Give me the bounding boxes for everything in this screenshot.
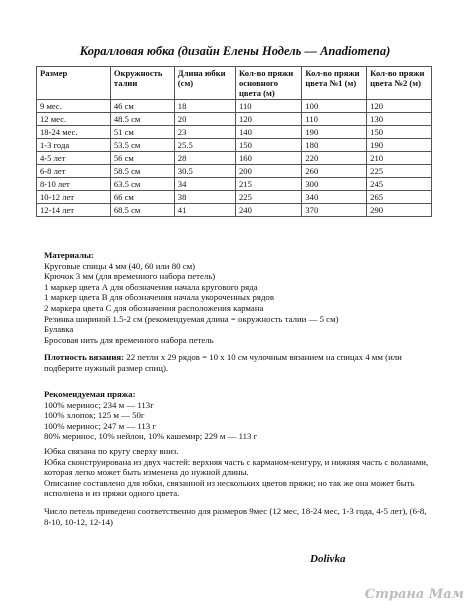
cell-color2-yarn: 245 <box>367 178 432 191</box>
cell-length: 25.5 <box>174 139 235 152</box>
cell-color2-yarn: 210 <box>367 152 432 165</box>
cell-color2-yarn: 290 <box>367 204 432 217</box>
cell-color1-yarn: 300 <box>302 178 367 191</box>
table-row <box>37 100 432 113</box>
cell-size: 4-5 лет <box>37 152 111 165</box>
gauge-paragraph <box>44 352 434 373</box>
cell-color1-yarn: 180 <box>302 139 367 152</box>
materials-line: Бросовая нить для временного набора петель <box>44 334 214 345</box>
cell-main-yarn: 160 <box>235 152 301 165</box>
cell-waist: 58.5 см <box>110 165 174 178</box>
gauge-section <box>44 352 434 373</box>
cell-length: 41 <box>174 204 235 217</box>
cell-color2-yarn: 130 <box>367 113 432 126</box>
cell-main-yarn: 150 <box>235 139 301 152</box>
cell-length: 30.5 <box>174 165 235 178</box>
gauge-text: 22 петли х 29 рядов = 10 х 10 см чулочным вязанием на спицах 4 мм (или подберите нужный размер спиц). <box>44 352 402 373</box>
cell-color2-yarn: 225 <box>367 165 432 178</box>
header-main-yarn: Кол-во пряжи основного цвета (м) <box>235 67 301 100</box>
materials-line: 2 маркера цвета С для обозначения расположения кармана <box>44 302 264 313</box>
cell-length: 38 <box>174 191 235 204</box>
cell-color2-yarn: 120 <box>367 100 432 113</box>
cell-color2-yarn: 265 <box>367 191 432 204</box>
cell-main-yarn: 120 <box>235 113 301 126</box>
materials-line: Булавка <box>44 324 74 335</box>
cell-length: 23 <box>174 126 235 139</box>
cell-main-yarn: 225 <box>235 191 301 204</box>
header-color2-yarn: Кол-во пряжи цвета №2 (м) <box>367 67 432 100</box>
cell-waist: 53.5 см <box>110 139 174 152</box>
yarn-line: 100% меринос; 247 м — 113 г <box>44 420 157 431</box>
table-row <box>37 204 432 217</box>
header-size: Размер <box>37 67 111 100</box>
yarn-line: 80% меринос, 10% нейлон, 10% кашемир; 229 м — 113 г <box>44 431 258 442</box>
cell-length: 34 <box>174 178 235 191</box>
size-table <box>36 66 432 217</box>
materials-line: Крючок 3 мм (для временного набора петель) <box>44 271 216 282</box>
cell-color1-yarn: 110 <box>302 113 367 126</box>
table-row <box>37 178 432 191</box>
cell-main-yarn: 215 <box>235 178 301 191</box>
description-section <box>44 446 434 499</box>
header-color1-yarn: Кол-во пряжи цвета №1 (м) <box>302 67 367 100</box>
table-row <box>37 139 432 152</box>
cell-size: 18-24 мес. <box>37 126 111 139</box>
cell-main-yarn: 110 <box>235 100 301 113</box>
cell-color1-yarn: 100 <box>302 100 367 113</box>
materials-line: 1 маркер цвета В для обозначения начала укороченных рядов <box>44 292 274 303</box>
cell-waist: 51 см <box>110 126 174 139</box>
table-row <box>37 113 432 126</box>
cell-color1-yarn: 370 <box>302 204 367 217</box>
document-title: Коралловая юбка (дизайн Елены Нодель — Anadiomena) <box>79 44 391 58</box>
cell-color2-yarn: 150 <box>367 126 432 139</box>
cell-color1-yarn: 190 <box>302 126 367 139</box>
table-row <box>37 152 432 165</box>
cell-length: 18 <box>174 100 235 113</box>
cell-waist: 66 см <box>110 191 174 204</box>
materials-section <box>44 250 434 345</box>
cell-size: 6-8 лет <box>37 165 111 178</box>
cell-length: 20 <box>174 113 235 126</box>
header-length: Длина юбки (см) <box>174 67 235 100</box>
yarn-line: 100% хлопок; 125 м — 50г <box>44 410 145 421</box>
cell-size: 1-3 года <box>37 139 111 152</box>
cell-color1-yarn: 220 <box>302 152 367 165</box>
cell-waist: 48.5 см <box>110 113 174 126</box>
cell-color1-yarn: 260 <box>302 165 367 178</box>
cell-main-yarn: 200 <box>235 165 301 178</box>
cell-waist: 68.5 см <box>110 204 174 217</box>
description-line: Описание составлено для юбки, связанной из нескольких цветов пряжи; но так же она может быть исполнена и из пряжи одного цвета. <box>44 477 415 499</box>
cell-waist: 46 см <box>110 100 174 113</box>
gauge-label: Плотность вязания: <box>44 352 125 362</box>
cell-size: 8-10 лет <box>37 178 111 191</box>
header-waist: Окружность талии <box>110 67 174 100</box>
materials-line: Резинка шириной 1.5-2 см (рекомендуемая длина = окружность талии — 5 см) <box>44 313 339 324</box>
description-line: Юбка сконструирована из двух частей: верхняя часть с карманом-кенгуру, и нижняя часть с воланами, которая легко может быть изменена до нужной длины. <box>44 456 429 478</box>
materials-heading: Материалы: <box>44 250 94 260</box>
cell-size: 9 мес. <box>37 100 111 113</box>
cell-length: 28 <box>174 152 235 165</box>
yarn-section <box>44 389 434 442</box>
site-watermark: Страна Мам <box>364 587 464 602</box>
yarn-line: 100% меринос; 234 м — 113г <box>44 399 154 410</box>
cell-waist: 63.5 см <box>110 178 174 191</box>
cell-main-yarn: 240 <box>235 204 301 217</box>
stitch-count-text: Число петель приведено соответственно для размеров 9мес (12 мес, 18-24 мес, 1-3 года, 4-5 лет), (6-8, 8-10, 10-12, 12-14) <box>44 506 427 527</box>
table-header-row <box>37 67 432 100</box>
description-line: Юбка связана по кругу сверху вниз. <box>44 446 179 456</box>
yarn-heading: Рекомендуемая пряжа: <box>44 389 136 399</box>
cell-color2-yarn: 190 <box>367 139 432 152</box>
table-row <box>37 191 432 204</box>
author-signature: Dolivka <box>310 553 346 565</box>
cell-size: 10-12 лет <box>37 191 111 204</box>
cell-size: 12-14 лет <box>37 204 111 217</box>
cell-waist: 56 см <box>110 152 174 165</box>
table-row <box>37 165 432 178</box>
cell-main-yarn: 140 <box>235 126 301 139</box>
stitch-count-note <box>44 506 434 527</box>
cell-color1-yarn: 340 <box>302 191 367 204</box>
materials-line: 1 маркер цвета А для обозначения начала кругового ряда <box>44 281 258 292</box>
materials-line: Круговые спицы 4 мм (40, 60 или 80 см) <box>44 260 196 271</box>
cell-size: 12 мес. <box>37 113 111 126</box>
table-row <box>37 126 432 139</box>
